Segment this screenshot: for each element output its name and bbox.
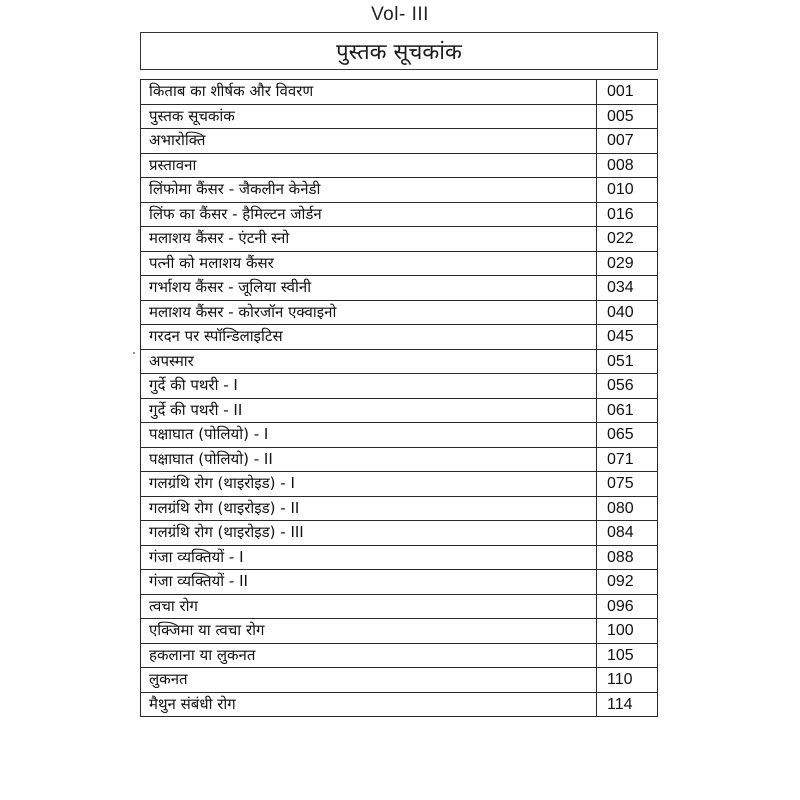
entry-page-number: 088 <box>597 545 658 570</box>
entry-page-number: 105 <box>597 643 658 668</box>
entry-page-number: 029 <box>597 251 658 276</box>
table-row <box>141 325 658 350</box>
table-row <box>141 692 658 717</box>
entry-page-number: 045 <box>597 325 658 350</box>
table-row <box>141 80 658 105</box>
entry-title: पक्षाघात (पोलियो) - I <box>141 423 597 448</box>
scan-speck <box>133 352 135 354</box>
entry-page-number: 114 <box>597 692 658 717</box>
table-row <box>141 129 658 154</box>
entry-title: हकलाना या लुकनत <box>141 643 597 668</box>
entry-title: गुर्दे की पथरी - I <box>141 374 597 399</box>
entry-title: पत्नी को मलाशय कैंसर <box>141 251 597 276</box>
table-row <box>141 153 658 178</box>
entry-page-number: 016 <box>597 202 658 227</box>
table-row <box>141 202 658 227</box>
entry-page-number: 092 <box>597 570 658 595</box>
entry-title: गलग्रंथि रोग (थाइरोइड) - III <box>141 521 597 546</box>
table-row <box>141 423 658 448</box>
table-row <box>141 643 658 668</box>
entry-page-number: 061 <box>597 398 658 423</box>
table-row <box>141 178 658 203</box>
entry-page-number: 080 <box>597 496 658 521</box>
table-row <box>141 472 658 497</box>
entry-title: प्रस्तावना <box>141 153 597 178</box>
page-title: पुस्तक सूचकांक <box>140 32 658 70</box>
table-row <box>141 570 658 595</box>
table-row <box>141 496 658 521</box>
entry-title: गंजा व्यक्तियों - I <box>141 545 597 570</box>
entry-title: गुर्दे की पथरी - II <box>141 398 597 423</box>
table-row <box>141 447 658 472</box>
volume-label: Vol- III <box>371 4 429 25</box>
entry-page-number: 010 <box>597 178 658 203</box>
toc-body <box>141 80 658 717</box>
entry-title: लिंफोमा कैंसर - जैकलीन केनेडी <box>141 178 597 203</box>
entry-title: गरदन पर स्पॉन्डिलाइटिस <box>141 325 597 350</box>
entry-page-number: 084 <box>597 521 658 546</box>
entry-page-number: 075 <box>597 472 658 497</box>
table-row <box>141 227 658 252</box>
entry-title: मलाशय कैंसर - एंटनी स्नो <box>141 227 597 252</box>
entry-title: मलाशय कैंसर - कोरजॉन एक्वाइनो <box>141 300 597 325</box>
entry-title: त्वचा रोग <box>141 594 597 619</box>
table-row <box>141 374 658 399</box>
entry-page-number: 110 <box>597 668 658 693</box>
table-row <box>141 104 658 129</box>
entry-page-number: 100 <box>597 619 658 644</box>
entry-page-number: 096 <box>597 594 658 619</box>
table-row <box>141 619 658 644</box>
table-row <box>141 349 658 374</box>
table-row <box>141 521 658 546</box>
entry-title: गलग्रंथि रोग (थाइरोइड) - II <box>141 496 597 521</box>
table-row <box>141 251 658 276</box>
entry-page-number: 065 <box>597 423 658 448</box>
entry-title: किताब का शीर्षक और विवरण <box>141 80 597 105</box>
table-row <box>141 276 658 301</box>
entry-title: गलग्रंथि रोग (थाइरोइड) - I <box>141 472 597 497</box>
entry-title: गर्भाशय कैंसर - जूलिया स्वीनी <box>141 276 597 301</box>
entry-page-number: 051 <box>597 349 658 374</box>
entry-page-number: 034 <box>597 276 658 301</box>
table-row <box>141 594 658 619</box>
entry-page-number: 071 <box>597 447 658 472</box>
table-row <box>141 300 658 325</box>
entry-title: पक्षाघात (पोलियो) - II <box>141 447 597 472</box>
entry-page-number: 040 <box>597 300 658 325</box>
table-of-contents <box>140 79 658 717</box>
entry-page-number: 008 <box>597 153 658 178</box>
entry-title: गंजा व्यक्तियों - II <box>141 570 597 595</box>
entry-title: एक्जिमा या त्वचा रोग <box>141 619 597 644</box>
entry-page-number: 005 <box>597 104 658 129</box>
entry-page-number: 056 <box>597 374 658 399</box>
table-row <box>141 545 658 570</box>
table-row <box>141 398 658 423</box>
table-row <box>141 668 658 693</box>
entry-title: अभारोक्ति <box>141 129 597 154</box>
entry-title: पुस्तक सूचकांक <box>141 104 597 129</box>
entry-title: मैथुन संबंधी रोग <box>141 692 597 717</box>
entry-page-number: 007 <box>597 129 658 154</box>
entry-page-number: 001 <box>597 80 658 105</box>
entry-title: लुकनत <box>141 668 597 693</box>
entry-page-number: 022 <box>597 227 658 252</box>
entry-title: अपस्मार <box>141 349 597 374</box>
entry-title: लिंफ का कैंसर - हैमिल्टन जोर्डन <box>141 202 597 227</box>
